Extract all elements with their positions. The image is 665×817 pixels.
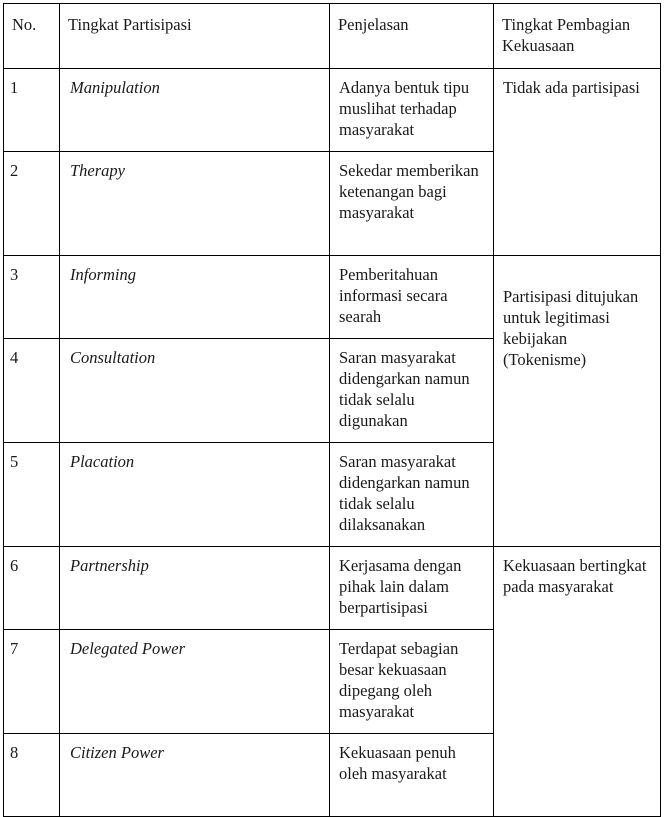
explanation: Kerjasama dengan pihak lain dalam berpartisipasi <box>330 547 494 630</box>
explanation: Kekuasaan penuh oleh masyarakat <box>330 734 494 817</box>
explanation: Saran masyarakat didengarkan namun tidak selalu dilaksanakan <box>330 443 494 547</box>
explanation: Terdapat sebagian besar kekuasaan dipegang oleh masyarakat <box>330 630 494 734</box>
table-row <box>4 256 661 339</box>
row-number: 3 <box>4 256 60 339</box>
row-number: 2 <box>4 152 60 256</box>
header-row <box>4 4 661 69</box>
participation-level: Informing <box>60 256 330 339</box>
participation-level: Citizen Power <box>60 734 330 817</box>
row-number: 7 <box>4 630 60 734</box>
header-participation-level: Tingkat Partisipasi <box>60 4 330 69</box>
table-row <box>4 547 661 630</box>
header-explanation: Penjelasan <box>330 4 494 69</box>
participation-level: Consultation <box>60 339 330 443</box>
row-number: 4 <box>4 339 60 443</box>
explanation: Saran masyarakat didengarkan namun tidak selalu digunakan <box>330 339 494 443</box>
row-number: 8 <box>4 734 60 817</box>
row-number: 5 <box>4 443 60 547</box>
power-sharing-group: Kekuasaan bertingkat pada masyarakat <box>494 547 661 817</box>
row-number: 1 <box>4 69 60 152</box>
header-power-sharing: Tingkat Pembagian Kekuasaan <box>494 4 661 69</box>
table-row <box>4 69 661 152</box>
participation-level: Delegated Power <box>60 630 330 734</box>
participation-level: Therapy <box>60 152 330 256</box>
participation-levels-table <box>3 3 661 817</box>
power-sharing-group: Partisipasi ditujukan untuk legitimasi kebijakan (Tokenisme) <box>494 256 661 547</box>
participation-level: Placation <box>60 443 330 547</box>
participation-level: Partnership <box>60 547 330 630</box>
header-no: No. <box>4 4 60 69</box>
explanation: Sekedar memberikan ketenangan bagi masyarakat <box>330 152 494 256</box>
participation-level: Manipulation <box>60 69 330 152</box>
explanation: Pemberitahuan informasi secara searah <box>330 256 494 339</box>
explanation: Adanya bentuk tipu muslihat terhadap masyarakat <box>330 69 494 152</box>
row-number: 6 <box>4 547 60 630</box>
power-sharing-group: Tidak ada partisipasi <box>494 69 661 256</box>
